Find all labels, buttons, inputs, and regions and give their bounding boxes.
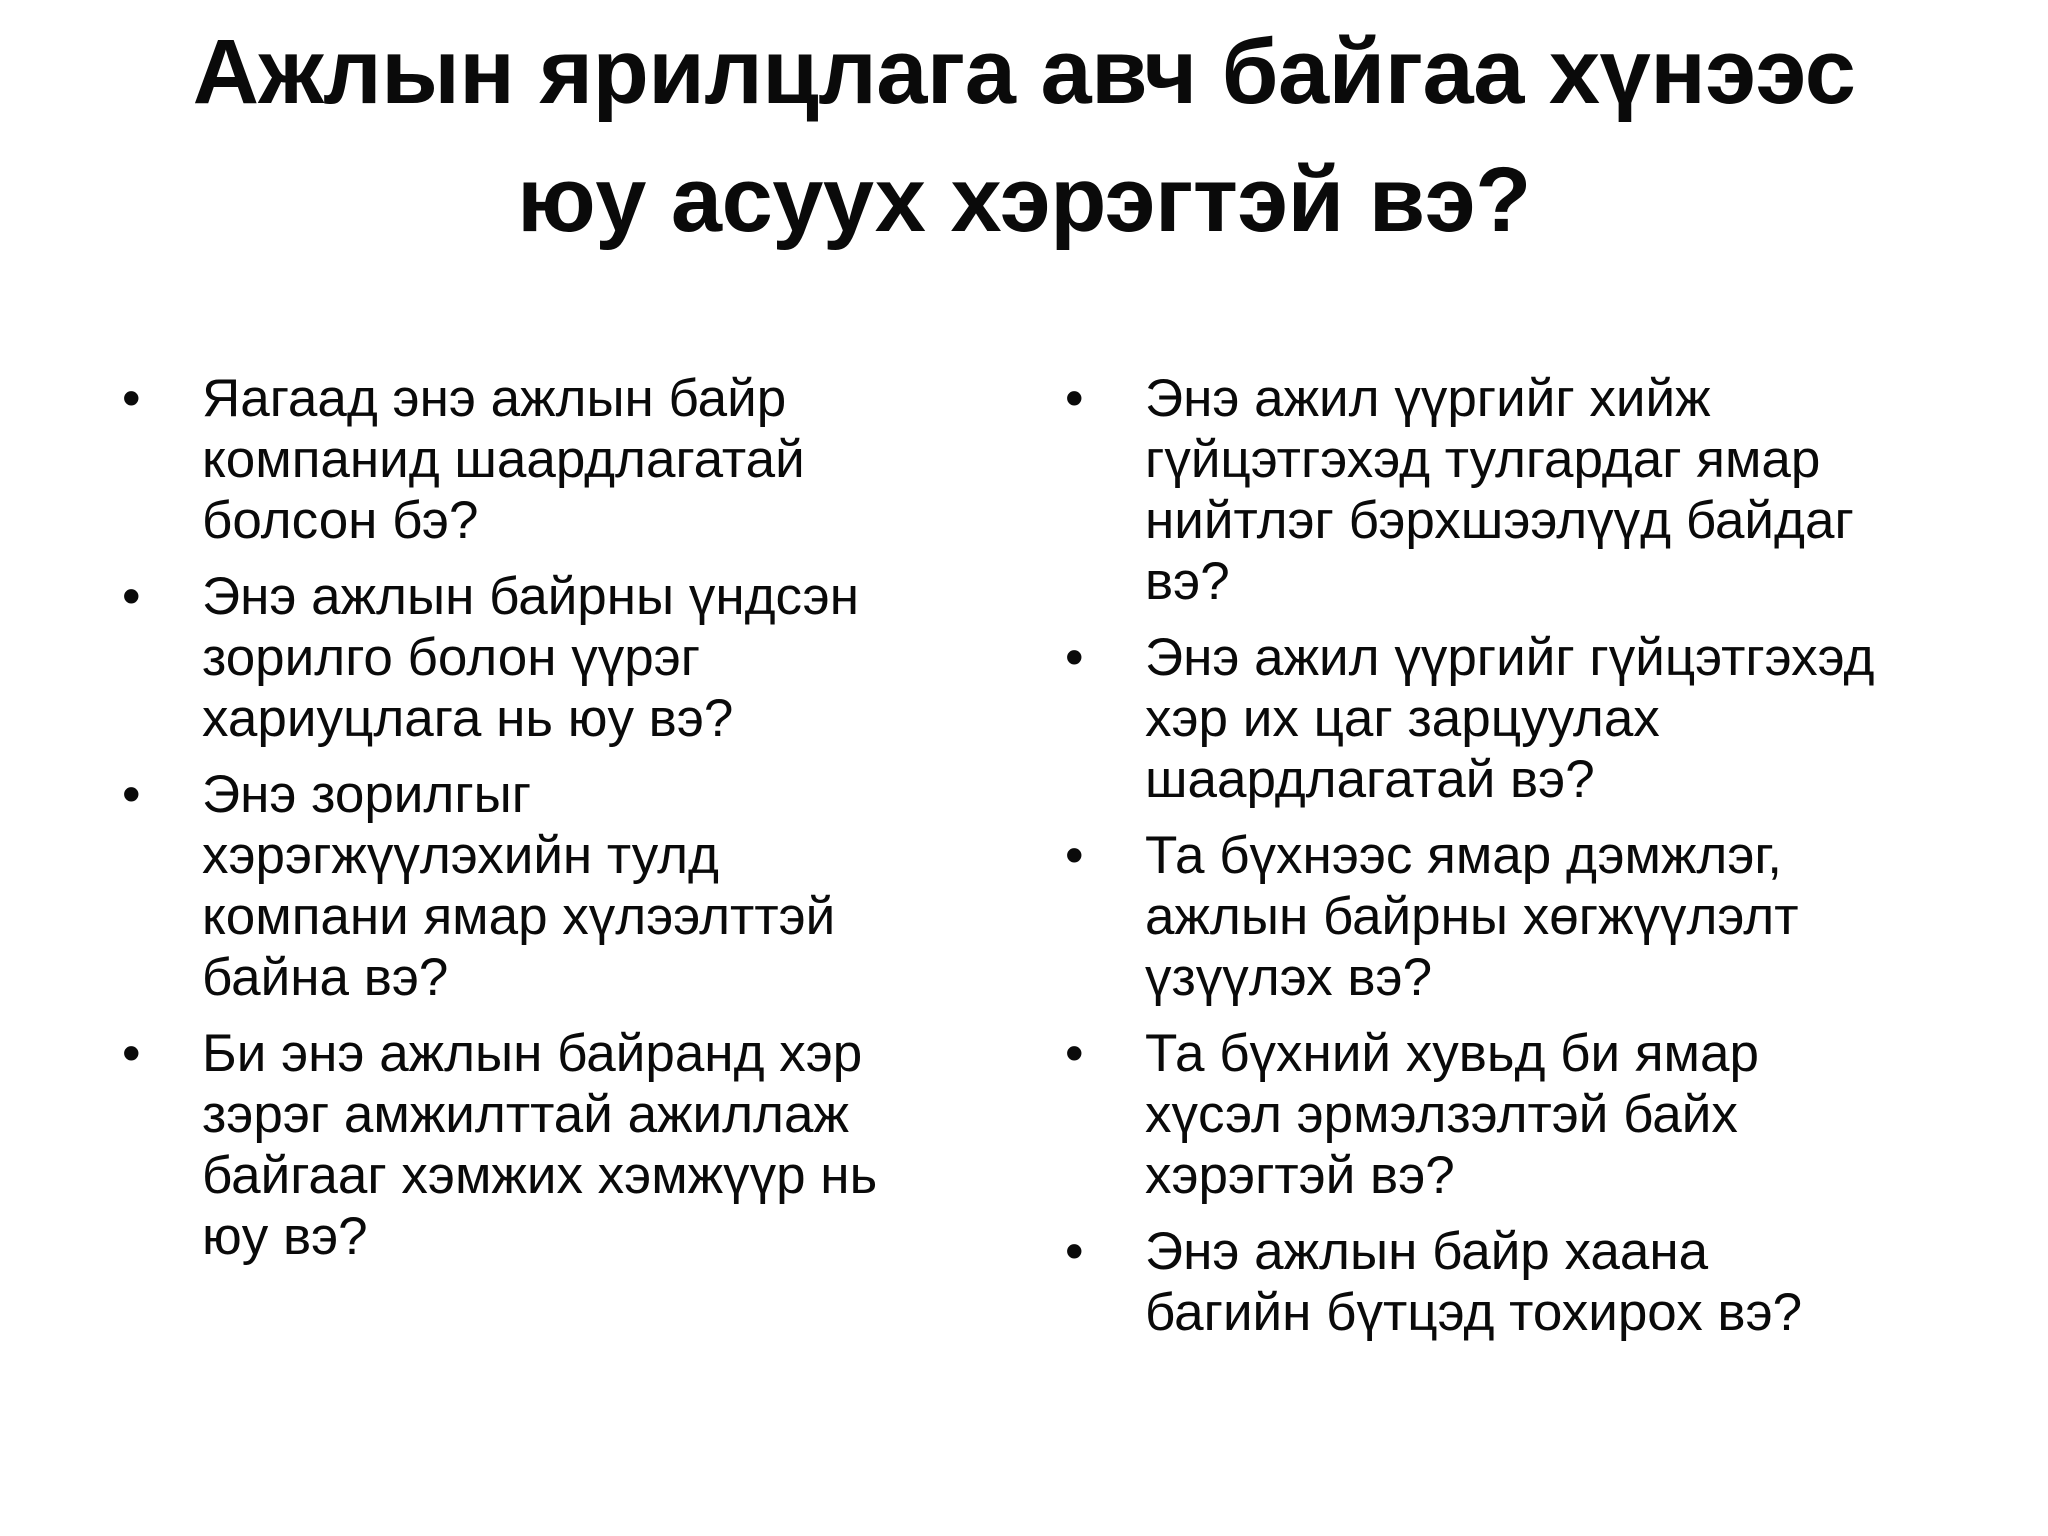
bullet-icon: •: [1065, 369, 1084, 428]
list-item-text: Энэ ажлын байр хаана багийн бүтцэд тохирох вэ?: [1145, 1222, 1803, 1342]
title-line-2: юу асуух хэрэгтэй вэ?: [517, 149, 1531, 251]
list-item-text: Би энэ ажлын байранд хэр зэрэг амжилттай ажиллаж байгааг хэмжих хэмжүүр нь юу вэ?: [202, 1024, 878, 1266]
list-item: [1065, 1221, 1965, 1343]
list-item-text: Та бүхнээс ямар дэмжлэг, ажлын байрны хөгжүүлэлт үзүүлэх вэ?: [1145, 826, 1799, 1007]
list-item: [1065, 368, 1965, 612]
list-item-text: Яагаад энэ ажлын байр компанид шаардлагатай болсон бэ?: [202, 369, 805, 550]
list-item-text: Та бүхний хувьд би ямар хүсэл эрмэлзэлтэй байх хэрэгтэй вэ?: [1145, 1024, 1759, 1205]
bullet-icon: •: [122, 765, 141, 824]
bullet-icon: •: [1065, 628, 1084, 687]
list-item: [1065, 1023, 1965, 1206]
list-item: [1065, 825, 1965, 1008]
list-item: [122, 764, 982, 1008]
bullet-icon: •: [122, 567, 141, 626]
title-line-1: Ажлын ярилцлага авч байгаа хүнээс: [192, 21, 1856, 123]
list-item-text: Энэ зорилгыг хэрэгжүүлэхийн тулд компани ямар хүлээлттэй байна вэ?: [202, 765, 836, 1007]
list-item: [122, 566, 982, 749]
list-item: [122, 368, 982, 551]
bullet-icon: •: [1065, 826, 1084, 885]
list-item: [1065, 627, 1965, 810]
list-item-text: Энэ ажлын байрны үндсэн зорилго болон үүрэг хариуцлага нь юу вэ?: [202, 567, 859, 748]
slide-title: [80, 8, 1968, 264]
left-bullet-list: [122, 368, 982, 1282]
bullet-icon: •: [1065, 1024, 1084, 1083]
right-bullet-list: [1065, 368, 1965, 1358]
list-item-text: Энэ ажил үүргийг хийж гүйцэтгэхэд тулгардаг ямар нийтлэг бэрхшээлүүд байдаг вэ?: [1145, 369, 1854, 611]
bullet-icon: •: [1065, 1222, 1084, 1281]
list-item-text: Энэ ажил үүргийг гүйцэтгэхэд хэр их цаг зарцуулах шаардлагатай вэ?: [1145, 628, 1875, 809]
bullet-icon: •: [122, 1024, 141, 1083]
bullet-icon: •: [122, 369, 141, 428]
list-item: [122, 1023, 982, 1267]
